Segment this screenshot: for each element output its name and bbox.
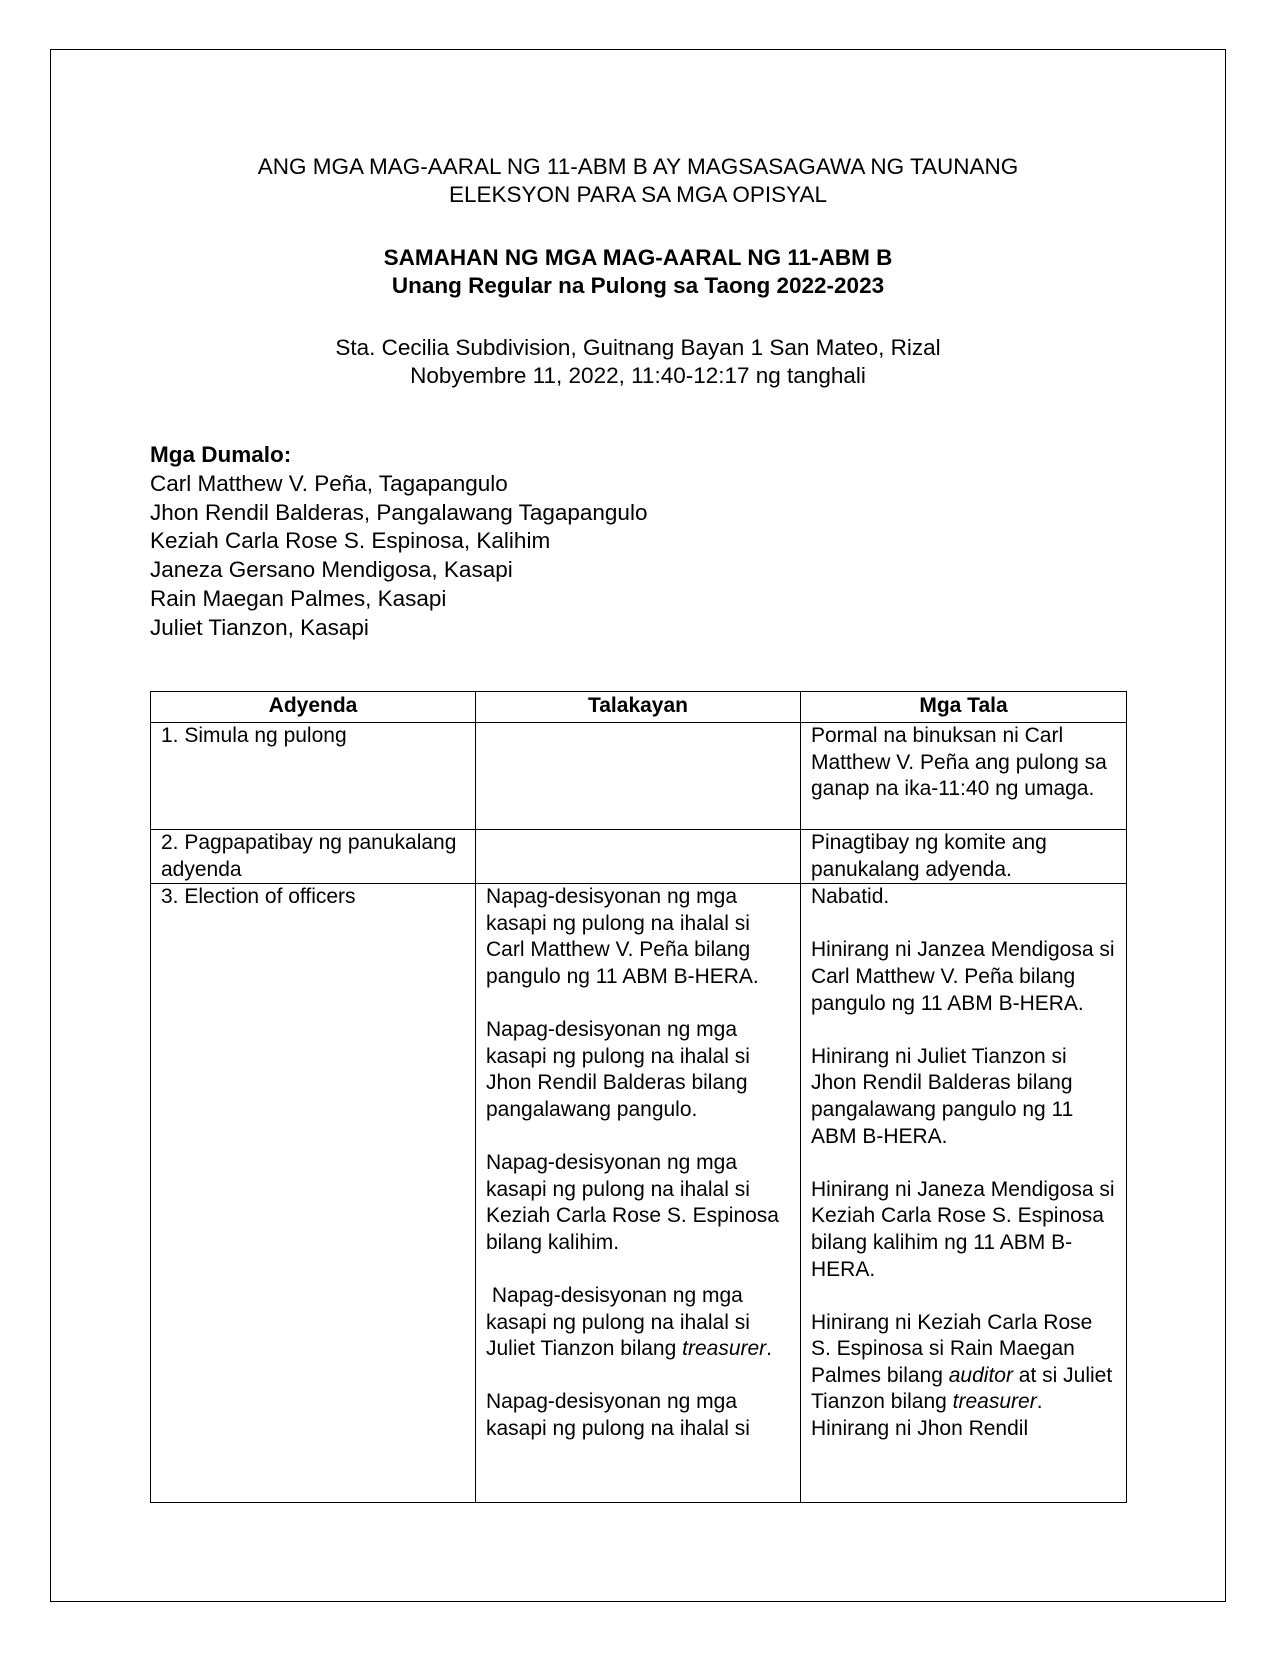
notes-cell: Pormal na binuksan ni Carl Matthew V. Peña ang pulong sa ganap na ika-11:40 ng umaga. <box>801 723 1127 830</box>
table-row <box>151 830 1127 884</box>
discussion-cell <box>476 723 801 830</box>
document-header <box>50 153 1226 209</box>
text-run: . <box>1036 1390 1043 1414</box>
italic-term: auditor <box>948 1363 1013 1387</box>
attendee-item: Jhon Rendil Balderas, Pangalawang Tagapangulo <box>150 499 648 525</box>
discussion-paragraph: Napag-desisyonan ng mga kasapi ng pulong na ihalal si Jhon Rendil Balderas bilang pangalawang pangulo. <box>486 1018 750 1121</box>
attendee-item: Keziah Carla Rose S. Espinosa, Kalihim <box>150 528 551 554</box>
document-title <box>50 244 1226 300</box>
meeting-location: Sta. Cecilia Subdivision, Guitnang Bayan 1 San Mateo, Rizal <box>335 335 941 360</box>
table-row <box>151 723 1127 830</box>
notes-paragraph: Hinirang ni Jhon Rendil <box>811 1417 1029 1441</box>
attendees-section <box>150 441 647 643</box>
discussion-paragraph <box>486 1283 790 1363</box>
italic-term: treasurer <box>682 1337 767 1361</box>
meeting-datetime: Nobyembre 11, 2022, 11:40-12:17 ng tanghali <box>410 363 866 388</box>
text-run: Hinirang ni Keziah Carla Rose S. Espinosa si Rain Maegan Palmes bilang <box>811 1310 1093 1387</box>
text-run: Napag-desisyonan ng mga kasapi ng pulong na ihalal si Juliet Tianzon bilang <box>486 1284 756 1361</box>
title-line-1: SAMAHAN NG MGA MAG-AARAL NG 11-ABM B <box>383 245 893 270</box>
header-mga-tala: Mga Tala <box>801 692 1127 723</box>
notes-paragraph: Hinirang ni Juliet Tianzon si Jhon Rendil Balderas bilang pangalawang pangulo ng 11 ABM B-HERA. <box>811 1044 1074 1148</box>
notes-paragraph <box>811 1310 1116 1416</box>
discussion-paragraph: Napag-desisyonan ng mga kasapi ng pulong na ihalal si Carl Matthew V. Peña bilang pangulo ng 11 ABM B-HERA. <box>486 885 759 988</box>
attendee-item: Juliet Tianzon, Kasapi <box>150 614 369 640</box>
attendee-item: Janeza Gersano Mendigosa, Kasapi <box>150 557 513 583</box>
header-line-1: ANG MGA MAG-AARAL NG 11-ABM B AY MAGSASAGAWA NG TAUNANG <box>257 154 1019 179</box>
attendee-item: Carl Matthew V. Peña, Tagapangulo <box>150 470 508 496</box>
table-row <box>151 884 1127 1503</box>
notes-cell: Pinagtibay ng komite ang panukalang adyenda. <box>801 830 1127 884</box>
notes-paragraph: Hinirang ni Janzea Mendigosa si Carl Matthew V. Peña bilang pangulo ng 11 ABM B-HERA. <box>811 938 1115 1015</box>
discussion-paragraph: Napag-desisyonan ng mga kasapi ng pulong na ihalal si Keziah Carla Rose S. Espinosa bilang kalihim. <box>486 1151 779 1254</box>
discussion-paragraph: Napag-desisyonan ng mga kasapi ng pulong na ihalal si <box>486 1390 750 1441</box>
agenda-cell: 2. Pagpapatibay ng panukalang adyenda <box>151 830 476 884</box>
attendee-item: Rain Maegan Palmes, Kasapi <box>150 585 447 611</box>
header-adyenda: Adyenda <box>151 692 476 723</box>
italic-term: treasurer <box>952 1390 1037 1414</box>
notes-cell <box>801 884 1127 1503</box>
text-run: . <box>766 1337 773 1361</box>
text-run: at si Juliet Tianzon bilang <box>811 1363 1113 1414</box>
minutes-table <box>150 691 1127 1503</box>
notes-paragraph: Hinirang ni Janeza Mendigosa si Keziah Carla Rose S. Espinosa bilang kalihim ng 11 ABM B-HERA. <box>811 1177 1115 1281</box>
agenda-cell: 1. Simula ng pulong <box>151 723 476 830</box>
notes-paragraph: Nabatid. <box>811 885 890 909</box>
attendees-heading: Mga Dumalo: <box>150 442 292 467</box>
agenda-cell: 3. Election of officers <box>151 884 476 1503</box>
meeting-info <box>50 334 1226 390</box>
header-talakayan: Talakayan <box>476 692 801 723</box>
table-header-row <box>151 692 1127 723</box>
header-line-2: ELEKSYON PARA SA MGA OPISYAL <box>448 182 828 207</box>
title-line-2: Unang Regular na Pulong sa Taong 2022-2023 <box>391 273 885 298</box>
discussion-cell <box>476 884 801 1503</box>
discussion-cell <box>476 830 801 884</box>
